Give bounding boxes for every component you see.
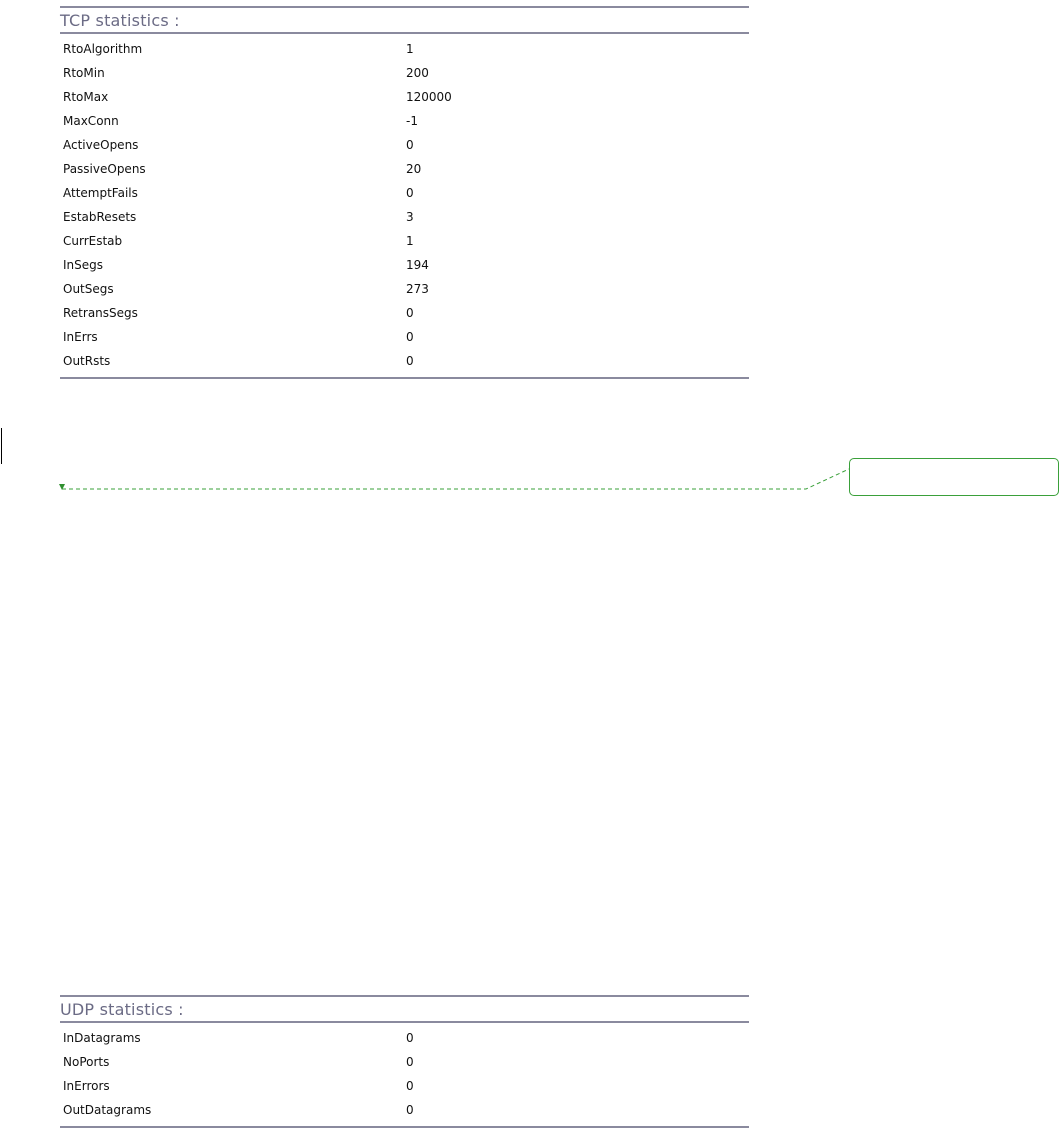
table-row bbox=[60, 253, 749, 277]
tcp-statistics-table bbox=[60, 34, 749, 379]
stat-value: 0 bbox=[406, 1055, 414, 1069]
stat-label: OutDatagrams bbox=[63, 1103, 152, 1117]
tcp-statistics-section bbox=[60, 6, 749, 379]
udp-statistics-table bbox=[60, 1023, 749, 1128]
stat-label: InErrors bbox=[63, 1079, 110, 1093]
stat-value: 1 bbox=[406, 234, 414, 248]
stat-label: InErrs bbox=[63, 330, 98, 344]
stat-value: 0 bbox=[406, 354, 414, 368]
tcp-statistics-header bbox=[60, 6, 749, 34]
comment-anchor-icon bbox=[59, 484, 65, 490]
table-row bbox=[60, 37, 749, 61]
stat-value: 0 bbox=[406, 1079, 414, 1093]
stat-label: OutSegs bbox=[63, 282, 114, 296]
table-row bbox=[60, 229, 749, 253]
stat-label: MaxConn bbox=[63, 114, 119, 128]
stat-label: OutRsts bbox=[63, 354, 111, 368]
udp-statistics-title: UDP statistics : bbox=[60, 999, 184, 1019]
stat-value: 0 bbox=[406, 1031, 414, 1045]
comment-balloon[interactable] bbox=[849, 458, 1059, 496]
stat-label: RtoMin bbox=[63, 66, 105, 80]
stat-label: InDatagrams bbox=[63, 1031, 141, 1045]
table-row bbox=[60, 325, 749, 349]
stat-value: 0 bbox=[406, 330, 414, 344]
table-row bbox=[60, 349, 749, 373]
stat-value: 200 bbox=[406, 66, 429, 80]
table-row bbox=[60, 277, 749, 301]
table-row bbox=[60, 1050, 749, 1074]
tcp-statistics-title: TCP statistics : bbox=[60, 10, 180, 30]
stat-value: 3 bbox=[406, 210, 414, 224]
text-cursor bbox=[1, 428, 2, 464]
table-row bbox=[60, 61, 749, 85]
stat-value: 0 bbox=[406, 1103, 414, 1117]
udp-statistics-section bbox=[60, 995, 749, 1128]
stat-value: 0 bbox=[406, 186, 414, 200]
stat-value: 0 bbox=[406, 138, 414, 152]
udp-statistics-header bbox=[60, 995, 749, 1023]
table-row bbox=[60, 157, 749, 181]
stat-label: NoPorts bbox=[63, 1055, 110, 1069]
table-row bbox=[60, 205, 749, 229]
stat-value: 273 bbox=[406, 282, 429, 296]
stat-label: RtoMax bbox=[63, 90, 109, 104]
stat-value: 194 bbox=[406, 258, 429, 272]
stat-label: PassiveOpens bbox=[63, 162, 146, 176]
stat-label: CurrEstab bbox=[63, 234, 123, 248]
stat-label: InSegs bbox=[63, 258, 104, 272]
table-row bbox=[60, 301, 749, 325]
stat-label: EstabResets bbox=[63, 210, 137, 224]
stat-label: RetransSegs bbox=[63, 306, 138, 320]
table-row bbox=[60, 1074, 749, 1098]
stat-label: RtoAlgorithm bbox=[63, 42, 143, 56]
stat-value: 1 bbox=[406, 42, 414, 56]
stat-value: -1 bbox=[406, 114, 418, 128]
stat-value: 20 bbox=[406, 162, 422, 176]
stat-value: 0 bbox=[406, 306, 414, 320]
stat-value: 120000 bbox=[406, 90, 452, 104]
stat-label: AttemptFails bbox=[63, 186, 138, 200]
table-row bbox=[60, 109, 749, 133]
table-row bbox=[60, 133, 749, 157]
table-row bbox=[60, 181, 749, 205]
table-row bbox=[60, 1098, 749, 1122]
stat-label: ActiveOpens bbox=[63, 138, 139, 152]
table-row bbox=[60, 1026, 749, 1050]
table-row bbox=[60, 85, 749, 109]
